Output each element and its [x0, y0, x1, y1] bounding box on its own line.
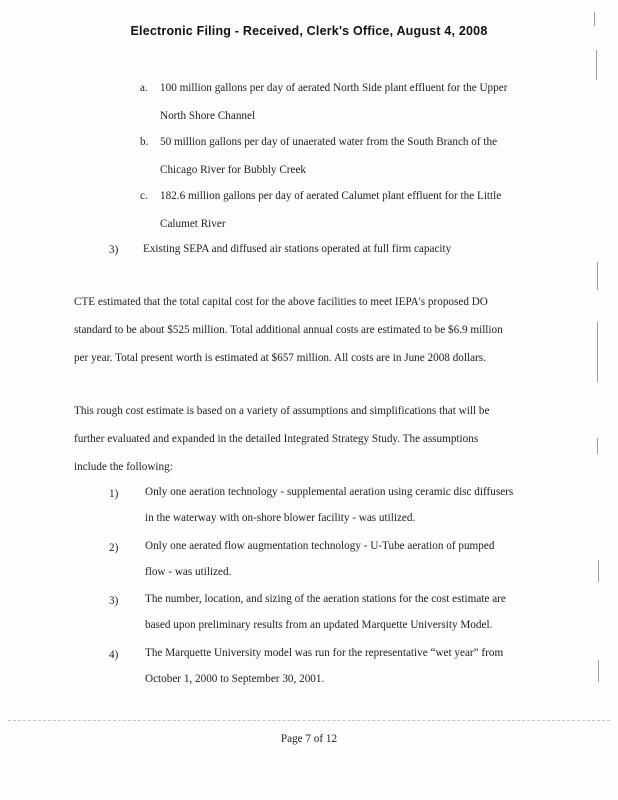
- list-marker: 4): [109, 649, 119, 661]
- list-item-line: flow - was utilized.: [145, 566, 232, 578]
- list-item-line: Only one aerated flow augmentation technology - U-Tube aeration of pumped: [145, 540, 495, 552]
- list-item-line: The Marquette University model was run for the representative “wet year” from: [145, 647, 504, 659]
- list-marker: a.: [140, 82, 148, 94]
- list-item-line: Only one aeration technology - supplemental aeration using ceramic disc diffusers: [145, 486, 514, 498]
- list-item-line: October 1, 2000 to September 30, 2001.: [145, 673, 325, 685]
- list-marker: 3): [109, 595, 119, 607]
- scan-artifact-mark: [594, 12, 595, 26]
- paragraph-line: further evaluated and expanded in the detailed Integrated Strategy Study. The assumptions: [74, 433, 479, 445]
- list-item-line: based upon preliminary results from an updated Marquette University Model.: [145, 619, 493, 631]
- scan-artifact-mark: [597, 322, 598, 382]
- paragraph-line: per year. Total present worth is estimated at $657 million. All costs are in June 2008 dollars.: [74, 352, 486, 364]
- list-item-line: 100 million gallons per day of aerated North Side plant effluent for the Upper: [160, 82, 508, 94]
- list-marker: 1): [109, 488, 119, 500]
- paragraph-line: This rough cost estimate is based on a variety of assumptions and simplifications that will be: [74, 405, 490, 417]
- list-item-line: 50 million gallons per day of unaerated water from the South Branch of the: [160, 136, 498, 148]
- scan-artifact-mark: [598, 660, 599, 682]
- list-item-line: North Shore Channel: [160, 110, 256, 122]
- paragraph-line: include the following:: [74, 461, 173, 473]
- list-item-line: Chicago River for Bubbly Creek: [160, 164, 307, 176]
- paragraph-line: standard to be about $525 million. Total additional annual costs are estimated to be $6.9 million: [74, 324, 503, 336]
- list-marker: b.: [140, 136, 149, 148]
- list-item-line: in the waterway with on-shore blower facility - was utilized.: [145, 512, 416, 524]
- scan-artifact-rule: [8, 720, 610, 721]
- scan-artifact-mark: [598, 560, 599, 582]
- list-marker: 3): [109, 244, 119, 256]
- scan-artifact-mark: [596, 50, 597, 80]
- page-number: Page 7 of 12: [280, 733, 338, 745]
- list-marker: c.: [140, 190, 148, 202]
- filing-header: Electronic Filing - Received, Clerk's Office, August 4, 2008: [130, 24, 488, 38]
- list-item-line: Calumet River: [160, 218, 226, 230]
- scan-artifact-mark: [597, 262, 598, 290]
- paragraph-line: CTE estimated that the total capital cost for the above facilities to meet IEPA's proposed DO: [74, 296, 488, 308]
- list-item-line: The number, location, and sizing of the aeration stations for the cost estimate are: [145, 593, 506, 605]
- list-item-line: 182.6 million gallons per day of aerated Calumet plant effluent for the Little: [160, 190, 502, 202]
- scan-artifact-mark: [597, 438, 598, 454]
- list-marker: 2): [109, 542, 119, 554]
- list-item-line: Existing SEPA and diffused air stations operated at full firm capacity: [143, 243, 452, 255]
